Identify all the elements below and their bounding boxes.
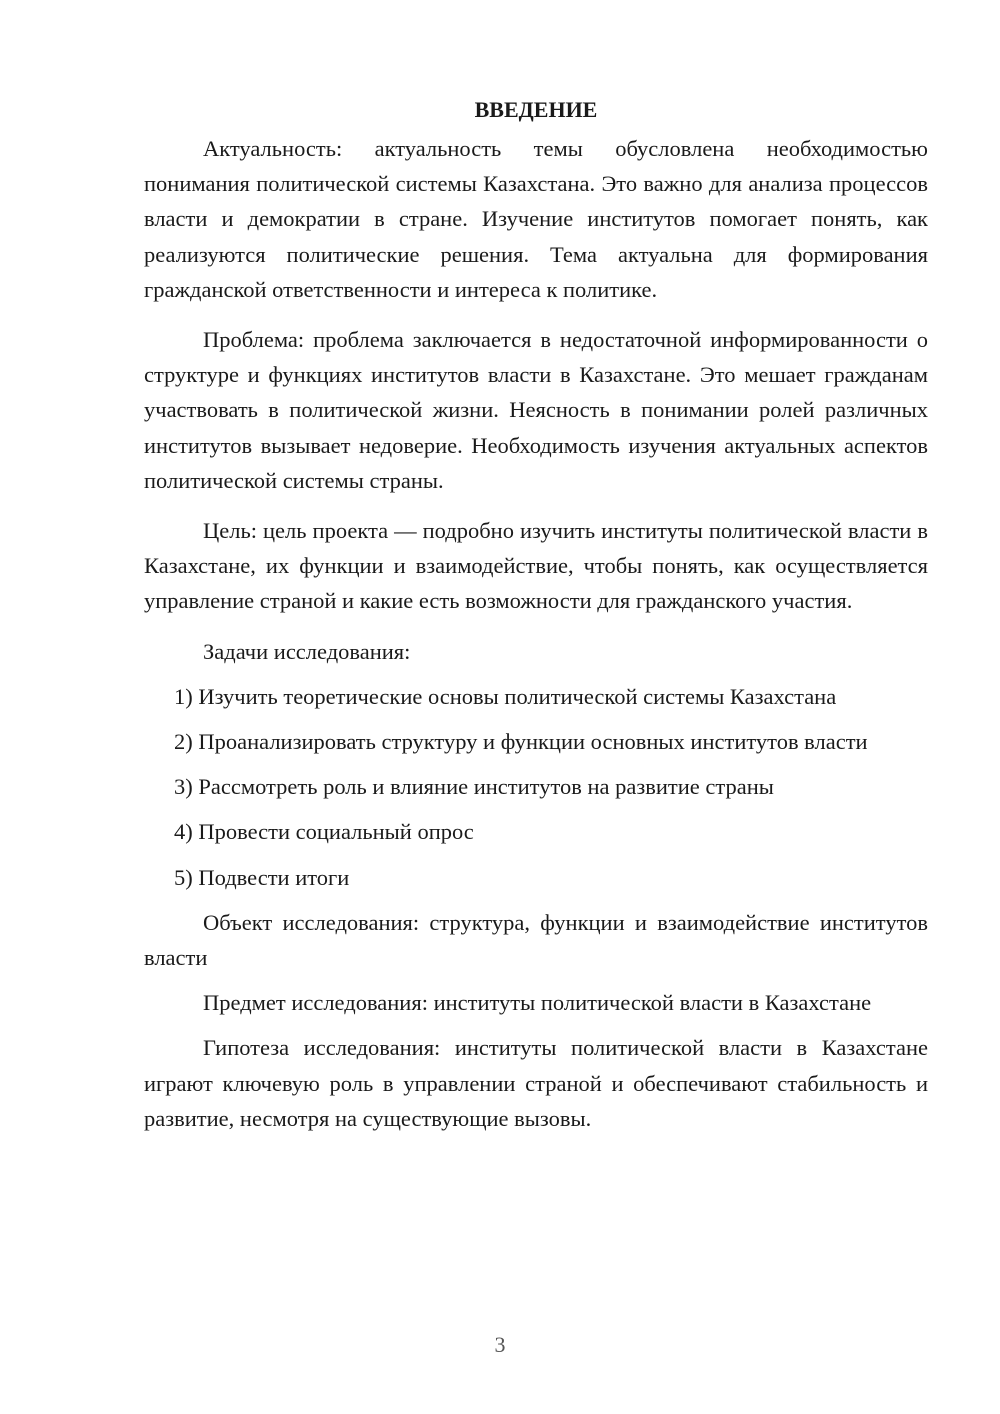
task-item-4: 4) Провести социальный опрос	[174, 819, 474, 845]
task-item-2: 2) Проанализировать структуру и функции основных институтов власти	[174, 729, 868, 755]
task-item-3: 3) Рассмотреть роль и влияние институтов на развитие страны	[174, 774, 774, 800]
page-number: 3	[494, 1332, 506, 1357]
paragraph-goal: Цель: цель проекта — подробно изучить институты политической власти в Казахстане, их функции и взаимодействие, чтобы понять, как осуществляется управление страной и какие есть возможности для гражданского участия.	[144, 518, 928, 614]
task-item-1: 1) Изучить теоретические основы политической системы Казахстана	[174, 683, 837, 709]
paragraph-problem: Проблема: проблема заключается в недостаточной информированности о структуре и функциях институтов власти в Казахстане. Это мешает гражданам участвовать в политической жизни. Неясность в понимании ролей различных институтов вызывает недоверие. Необходимость изучения актуальных аспектов политической системы страны.	[144, 327, 928, 493]
paragraph-relevance: Актуальность: актуальность темы обусловлена необходимостью понимания политической системы Казахстана. Это важно для анализа процессов власти и демократии в стране. Изучение институтов помогает понять, как реализуются политические решения. Тема актуальна для формирования гражданской ответственности и интереса к политике.	[144, 136, 928, 302]
paragraph-object: Объект исследования: структура, функции и взаимодействие институтов власти	[144, 909, 928, 971]
paragraph-hypothesis: Гипотеза исследования: институты политической власти в Казахстане играют ключевую роль в управлении страной и обеспечивают стабильность и развитие, несмотря на существующие вызовы.	[144, 1035, 928, 1131]
paragraph-subject: Предмет исследования: институты политической власти в Казахстане	[203, 990, 872, 1016]
task-item-5: 5) Подвести итоги	[174, 864, 350, 890]
document-page	[144, 95, 928, 1151]
page-title: ВВЕДЕНИЕ	[474, 97, 598, 122]
tasks-list	[144, 679, 928, 895]
tasks-heading: Задачи исследования:	[203, 638, 411, 664]
